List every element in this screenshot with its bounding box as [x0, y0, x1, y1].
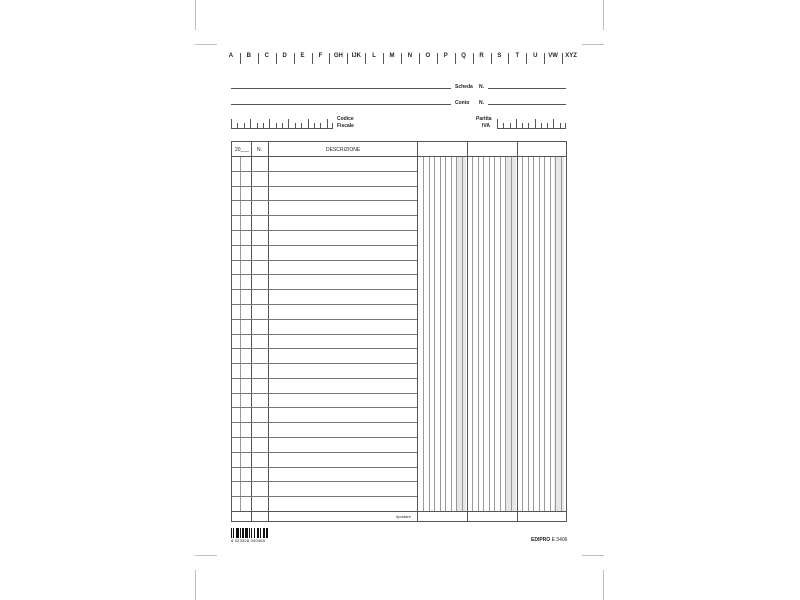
table-column-line [533, 156, 534, 511]
table-column-line [417, 142, 418, 521]
scheda-line [231, 88, 451, 89]
alphabet-letter: S [497, 53, 502, 59]
codice-fiscale-label-2: Fiscale [337, 123, 354, 129]
table-row-line [232, 289, 417, 290]
code-box-tick [295, 123, 296, 128]
alphabet-separator [365, 53, 366, 64]
table-row-line [232, 304, 417, 305]
table-row-line [232, 200, 417, 201]
code-box-tick [231, 119, 232, 128]
table-row-line [232, 260, 417, 261]
alphabet-separator [383, 53, 384, 64]
alphabet-letter: D [282, 53, 287, 59]
crop-mark [582, 555, 604, 556]
alphabet-letter: C [264, 53, 269, 59]
alphabet-separator [526, 53, 527, 64]
code-box-tick [269, 119, 270, 128]
code-box-tick [535, 119, 536, 128]
crop-mark [195, 555, 217, 556]
code-box-tick [244, 123, 245, 128]
table-column-line [500, 156, 501, 511]
code-box-tick [327, 119, 328, 128]
alphabet-separator [419, 53, 420, 64]
alphabet-separator [258, 53, 259, 64]
table-row-line [232, 186, 417, 187]
alphabet-letter: R [479, 53, 484, 59]
crop-mark [195, 44, 217, 45]
alphabet-separator [276, 53, 277, 64]
alphabet-letter: L [372, 53, 376, 59]
table-column-line [451, 156, 452, 511]
barcode-bar [249, 528, 250, 538]
product-code [531, 537, 567, 543]
table-row-line [232, 437, 417, 438]
table-row-line [232, 467, 417, 468]
code-box-tick [257, 123, 258, 128]
product-code-number: E 3406 [551, 537, 568, 543]
brand-name: EDIPRO [531, 537, 551, 543]
table-column-line [511, 156, 512, 511]
barcode-bar [240, 528, 241, 538]
table-row-line [232, 245, 417, 246]
alphabet-letter: A [228, 53, 234, 59]
table-column-line [445, 156, 446, 511]
alphabet-separator [473, 53, 474, 64]
partita-iva-boxes [497, 119, 566, 129]
table-column-line [544, 156, 545, 511]
conto-line [231, 104, 451, 105]
alphabet-letter: B [246, 53, 252, 59]
barcode-bar [254, 528, 255, 538]
table-column-line [561, 156, 562, 511]
code-box-tick [516, 119, 517, 128]
table-row-line [232, 378, 417, 379]
alphabet-letter: O [425, 53, 431, 59]
table-row-line [232, 348, 417, 349]
alphabet-separator [437, 53, 438, 64]
table-column-line [462, 156, 463, 511]
alphabet-letter: F [318, 53, 323, 59]
alphabet-letter: N [407, 53, 413, 59]
alphabet-separator [240, 53, 241, 64]
barcode-digits: 8 023328 340465 [231, 538, 266, 543]
barcode-bar [251, 528, 252, 538]
code-box-tick [301, 123, 302, 128]
table-row-line [232, 171, 417, 172]
codice-fiscale-label-1: Codice [337, 116, 354, 122]
alphabet-letter: IJK [351, 53, 361, 59]
alphabet-letter: E [300, 53, 305, 59]
code-box-tick [332, 123, 333, 128]
code-box-tick [263, 123, 264, 128]
table-column-line [423, 156, 424, 511]
alphabet-index [222, 53, 580, 65]
table-header-line [232, 156, 566, 157]
carry-forward-label: riportare [396, 514, 411, 519]
code-box-tick [565, 123, 566, 128]
code-box-tick [503, 123, 504, 128]
crop-mark [195, 570, 196, 600]
table-row-line [232, 230, 417, 231]
code-box-tick [288, 119, 289, 128]
alphabet-letter: T [515, 53, 520, 59]
crop-mark [195, 0, 196, 30]
table-row-line [232, 363, 417, 364]
barcode-bar [260, 528, 261, 538]
barcode-bar [246, 528, 248, 538]
table-row-line [232, 274, 417, 275]
table-column-line [440, 156, 441, 511]
alphabet-separator [544, 53, 545, 64]
alphabet-letter: U [533, 53, 538, 59]
barcode-bar [242, 528, 243, 538]
table-column-line [472, 156, 473, 511]
conto-label: Conto [455, 100, 470, 106]
code-box-tick [308, 119, 309, 128]
code-box-tick [541, 123, 542, 128]
code-box-tick [314, 123, 315, 128]
alphabet-letter: XYZ [565, 53, 577, 59]
table-column-line [550, 156, 551, 511]
code-box-tick [528, 123, 529, 128]
code-box-tick [553, 119, 554, 128]
barcode-bar [233, 528, 234, 538]
code-box-tick [547, 123, 548, 128]
alphabet-separator [294, 53, 295, 64]
barcode-bar [267, 528, 268, 538]
partita-iva-label-2: IVA [482, 123, 490, 129]
alphabet-separator [562, 53, 563, 64]
barcode-bar [263, 528, 265, 538]
table-row-line [232, 481, 417, 482]
table-row-line [232, 407, 417, 408]
table-column-line [251, 142, 252, 521]
partita-iva-label-1: Partita [476, 116, 492, 122]
table-column-line [522, 156, 523, 511]
code-box-tick [497, 119, 498, 128]
table-row-line [232, 511, 566, 512]
ledger-table [231, 141, 567, 522]
table-column-line [517, 142, 518, 521]
alphabet-letter: M [389, 53, 395, 59]
table-row-line [232, 422, 417, 423]
alphabet-separator [329, 53, 330, 64]
crop-mark [603, 570, 604, 600]
alphabet-separator [508, 53, 509, 64]
conto-number-line [488, 104, 566, 105]
alphabet-separator [401, 53, 402, 64]
table-column-line [528, 156, 529, 511]
alphabet-separator [455, 53, 456, 64]
table-row-line [232, 496, 417, 497]
scheda-number-line [488, 88, 566, 89]
crop-mark [603, 0, 604, 30]
table-row-line [232, 334, 417, 335]
table-column-line [555, 156, 556, 511]
table-column-line [494, 156, 495, 511]
barcode-bar [258, 528, 259, 538]
code-box-tick [276, 123, 277, 128]
codice-fiscale-boxes [231, 119, 333, 129]
code-box-tick [282, 123, 283, 128]
table-row-line [232, 215, 417, 216]
barcode-bar [231, 528, 232, 538]
scheda-label: Scheda [455, 84, 473, 90]
table-row-line [232, 452, 417, 453]
table-row-line [232, 393, 417, 394]
alphabet-letter: GH [333, 53, 343, 59]
alphabet-separator [347, 53, 348, 64]
table-column-line [429, 156, 430, 511]
code-box-tick [560, 123, 561, 128]
table-column-line [489, 156, 490, 511]
table-column-line [268, 142, 269, 521]
alphabet-letter: Q [461, 53, 466, 59]
alphabet-letter: P [443, 53, 448, 59]
table-column-line [505, 156, 506, 511]
table-column-line [478, 156, 479, 511]
description-column-header: DESCRIZIONE [326, 147, 361, 153]
crop-mark [582, 44, 604, 45]
alphabet-letter: VW [548, 53, 558, 59]
alphabet-separator [312, 53, 313, 64]
code-box-tick [522, 123, 523, 128]
table-column-line [456, 156, 457, 511]
table-row-line [232, 319, 417, 320]
scheda-number-label: N. [479, 84, 484, 90]
table-column-line [483, 156, 484, 511]
table-column-line [539, 156, 540, 511]
barcode-bar [237, 528, 239, 538]
year-column-header: 20___ [235, 147, 249, 153]
code-box-tick [510, 123, 511, 128]
code-box-tick [237, 123, 238, 128]
table-column-line [467, 142, 468, 521]
code-box-tick [250, 119, 251, 128]
code-box-tick [320, 123, 321, 128]
conto-number-label: N. [479, 100, 484, 106]
number-column-header: N. [257, 147, 262, 153]
alphabet-separator [491, 53, 492, 64]
table-column-line [434, 156, 435, 511]
